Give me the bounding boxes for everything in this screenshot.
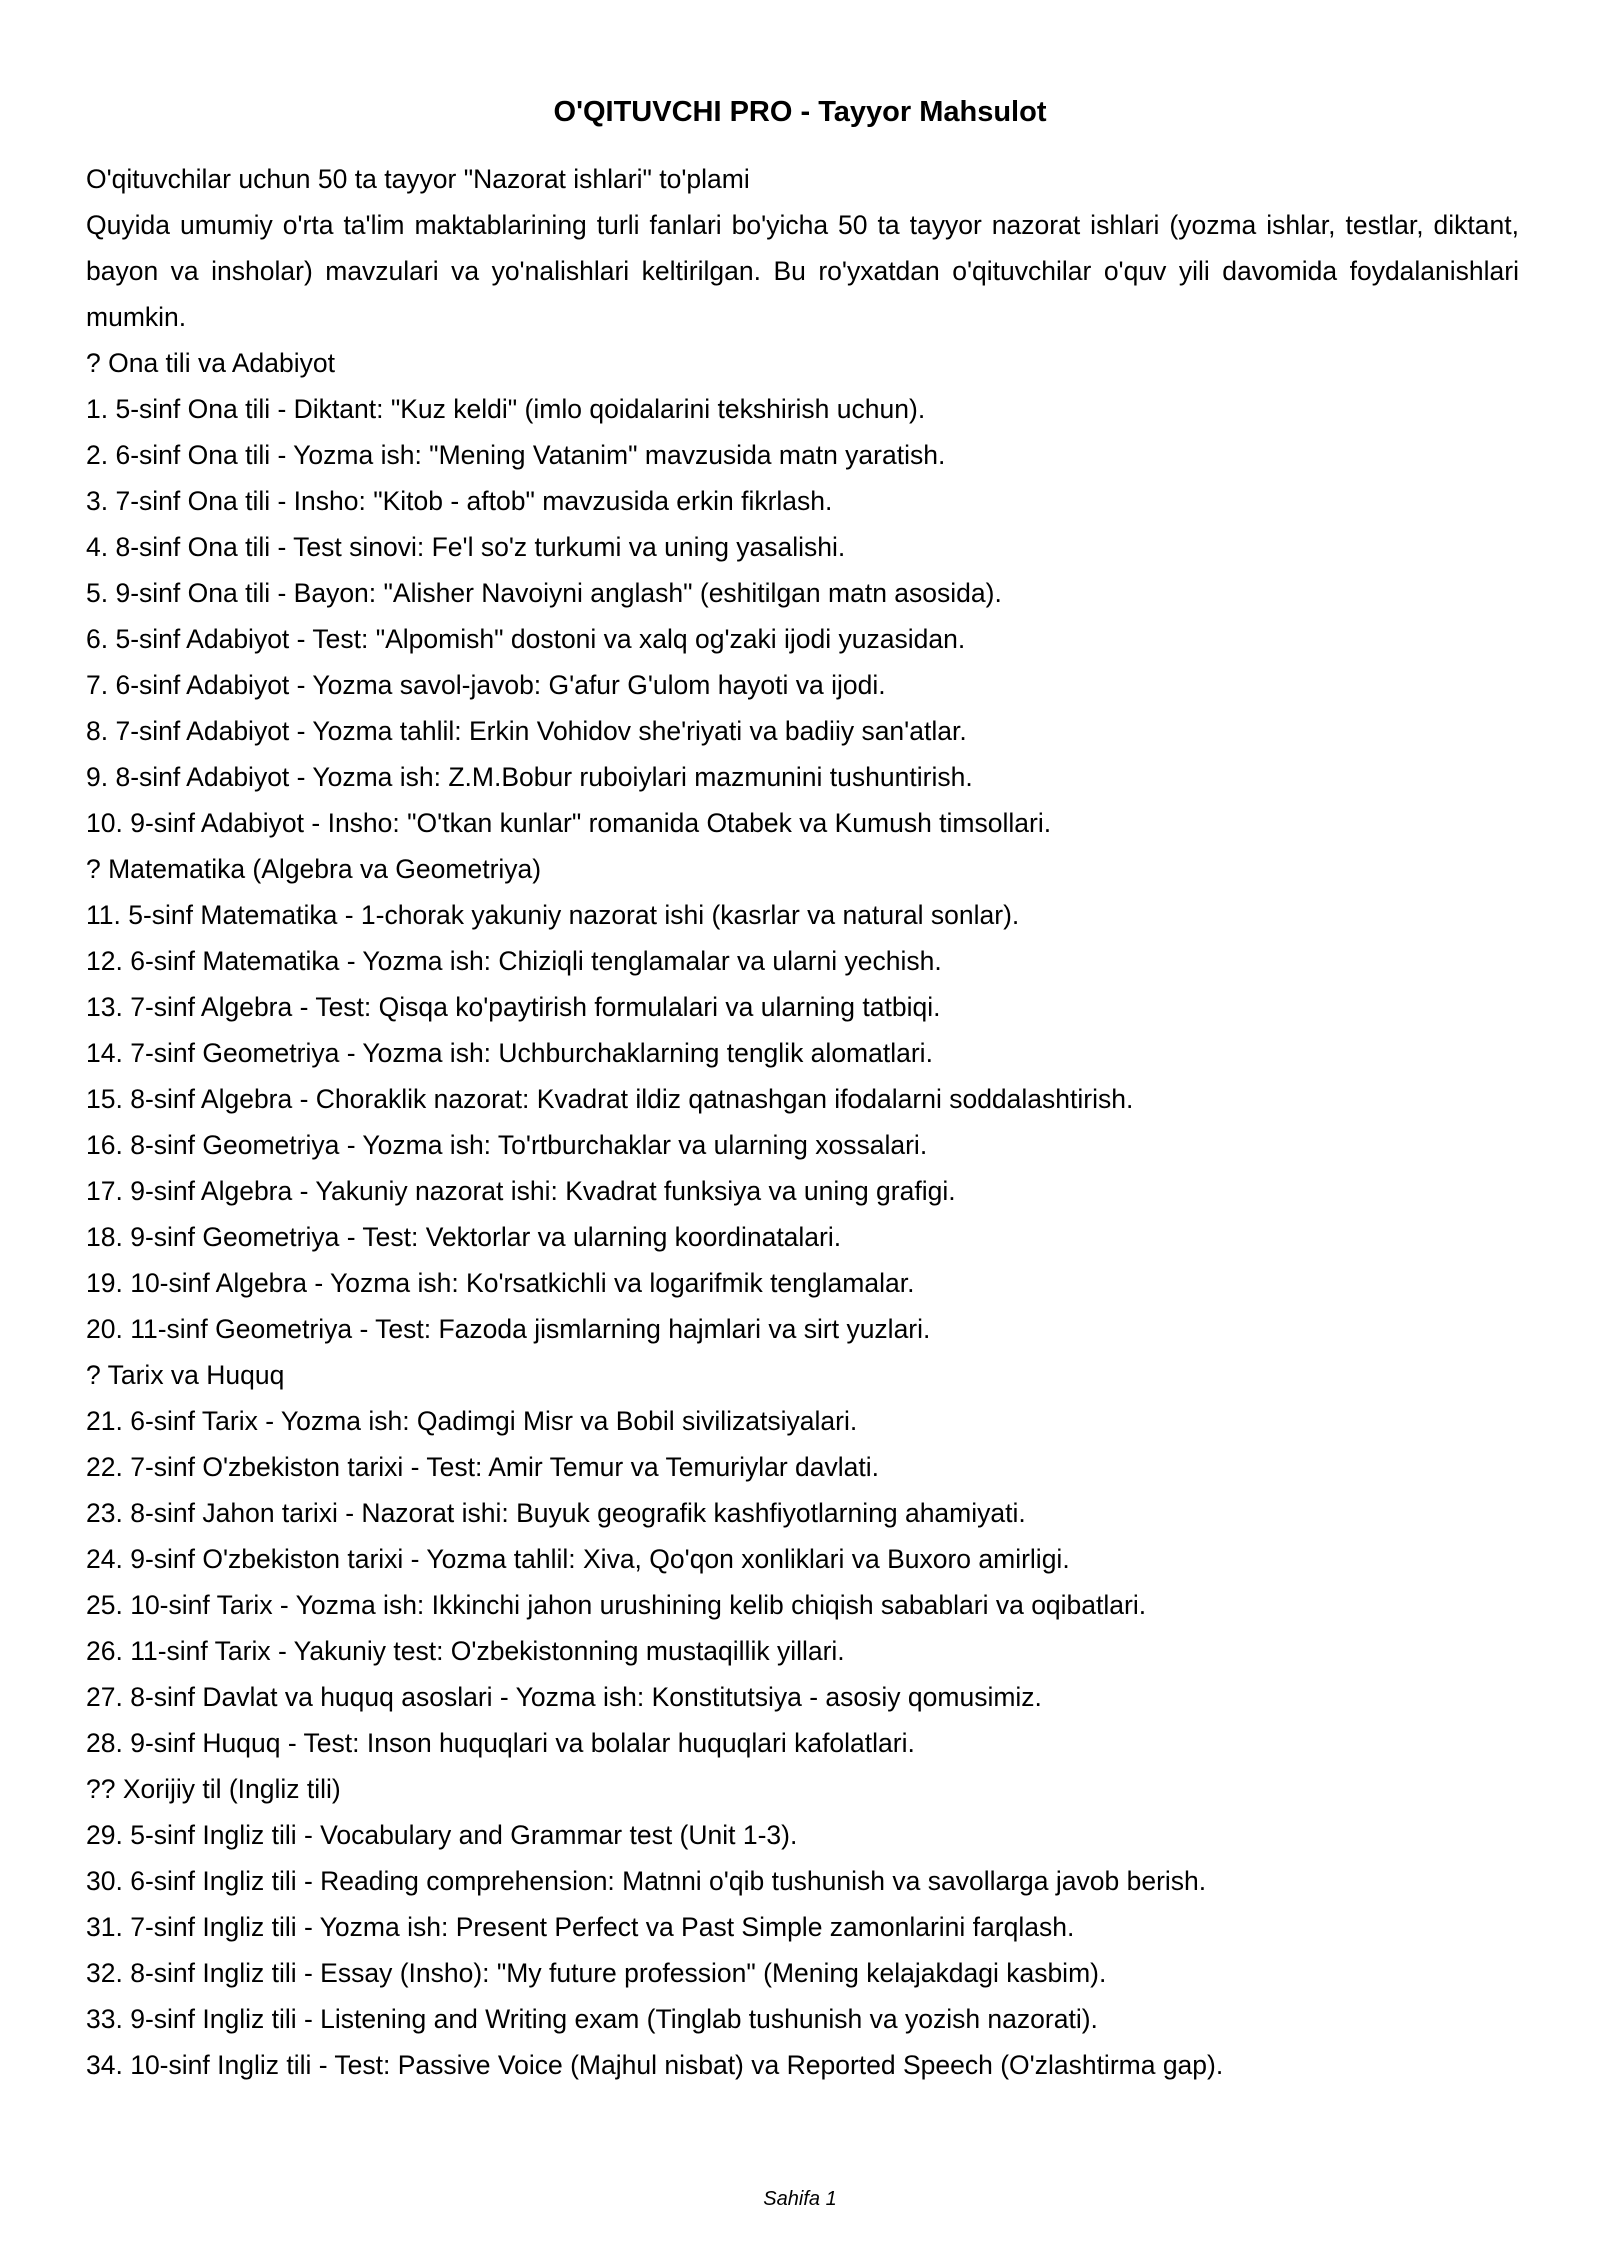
list-item: 29. 5-sinf Ingliz tili - Vocabulary and Grammar test (Unit 1-3). bbox=[86, 1820, 798, 1850]
list-item: 21. 6-sinf Tarix - Yozma ish: Qadimgi Misr va Bobil sivilizatsiyalari. bbox=[86, 1406, 858, 1436]
list-item: 11. 5-sinf Matematika - 1-chorak yakuniy nazorat ishi (kasrlar va natural sonlar). bbox=[86, 900, 1020, 930]
section-heading: ? Matematika (Algebra va Geometriya) bbox=[86, 854, 542, 884]
list-item: 20. 11-sinf Geometriya - Test: Fazoda jismlarning hajmlari va sirt yuzlari. bbox=[86, 1314, 931, 1344]
list-item: 5. 9-sinf Ona tili - Bayon: "Alisher Navoiyni anglash" (eshitilgan matn asosida). bbox=[86, 578, 1002, 608]
list-item: 2. 6-sinf Ona tili - Yozma ish: "Mening Vatanim" mavzusida matn yaratish. bbox=[86, 440, 946, 470]
list-item: 34. 10-sinf Ingliz tili - Test: Passive Voice (Majhul nisbat) va Reported Speech (O'zlashtirma gap). bbox=[86, 2050, 1224, 2080]
list-item: 13. 7-sinf Algebra - Test: Qisqa ko'paytirish formulalari va ularning tatbiqi. bbox=[86, 992, 941, 1022]
list-item: 1. 5-sinf Ona tili - Diktant: "Kuz keldi" (imlo qoidalarini tekshirish uchun). bbox=[86, 394, 926, 424]
list-item: 24. 9-sinf O'zbekiston tarixi - Yozma tahlil: Xiva, Qo'qon xonliklari va Buxoro amirligi. bbox=[86, 1544, 1070, 1574]
list-item: 10. 9-sinf Adabiyot - Insho: "O'tkan kunlar" romanida Otabek va Kumush timsollari. bbox=[86, 808, 1052, 838]
list-item: 3. 7-sinf Ona tili - Insho: "Kitob - aftob" mavzusida erkin fikrlash. bbox=[86, 486, 833, 516]
list-item: 19. 10-sinf Algebra - Yozma ish: Ko'rsatkichli va logarifmik tenglamalar. bbox=[86, 1268, 915, 1298]
list-item: 31. 7-sinf Ingliz tili - Yozma ish: Present Perfect va Past Simple zamonlarini farqlash. bbox=[86, 1912, 1075, 1942]
list-item: 4. 8-sinf Ona tili - Test sinovi: Fe'l so'z turkumi va uning yasalishi. bbox=[86, 532, 846, 562]
list-item: 28. 9-sinf Huquq - Test: Inson huquqlari va bolalar huquqlari kafolatlari. bbox=[86, 1728, 915, 1758]
page-number: Sahifa 1 bbox=[763, 2188, 837, 2210]
list-item: 6. 5-sinf Adabiyot - Test: "Alpomish" dostoni va xalq og'zaki ijodi yuzasidan. bbox=[86, 624, 966, 654]
list-item: 22. 7-sinf O'zbekiston tarixi - Test: Amir Temur va Temuriylar davlati. bbox=[86, 1452, 879, 1482]
list-item: 12. 6-sinf Matematika - Yozma ish: Chiziqli tenglamalar va ularni yechish. bbox=[86, 946, 942, 976]
list-item: 27. 8-sinf Davlat va huquq asoslari - Yozma ish: Konstitutsiya - asosiy qomusimiz. bbox=[86, 1682, 1042, 1712]
list-item: 18. 9-sinf Geometriya - Test: Vektorlar va ularning koordinatalari. bbox=[86, 1222, 842, 1252]
list-item: 14. 7-sinf Geometriya - Yozma ish: Uchburchaklarning tenglik alomatlari. bbox=[86, 1038, 933, 1068]
list-item: 17. 9-sinf Algebra - Yakuniy nazorat ishi: Kvadrat funksiya va uning grafigi. bbox=[86, 1176, 956, 1206]
document-body bbox=[86, 156, 1519, 2088]
list-item: 26. 11-sinf Tarix - Yakuniy test: O'zbekistonning mustaqillik yillari. bbox=[86, 1636, 845, 1666]
list-item: 25. 10-sinf Tarix - Yozma ish: Ikkinchi jahon urushining kelib chiqish sabablari va oqibatlari. bbox=[86, 1590, 1147, 1620]
list-item: 32. 8-sinf Ingliz tili - Essay (Insho): "My future profession" (Mening kelajakdagi kasbim). bbox=[86, 1958, 1107, 1988]
section-heading: ?? Xorijiy til (Ingliz tili) bbox=[86, 1774, 341, 1804]
document-title: O'QITUVCHI PRO - Tayyor Mahsulot bbox=[553, 96, 1047, 128]
list-item: 30. 6-sinf Ingliz tili - Reading comprehension: Matnni o'qib tushunish va savollarga javob berish. bbox=[86, 1866, 1207, 1896]
section-heading: ? Tarix va Huquq bbox=[86, 1360, 285, 1390]
intro-paragraph: Quyida umumiy o'rta ta'lim maktablarining turli fanlari bo'yicha 50 ta tayyor nazorat ishlari (yozma ishlar, testlar, diktant, bayon va insholar) mavzulari va yo'nalishlari keltirilgan. Bu ro'yxatdan o'qituvchilar o'quv yili davomida foydalanishlari mumkin. bbox=[86, 210, 1519, 332]
list-item: 33. 9-sinf Ingliz tili - Listening and Writing exam (Tinglab tushunish va yozish nazorati). bbox=[86, 2004, 1098, 2034]
document-subtitle: O'qituvchilar uchun 50 ta tayyor "Nazorat ishlari" to'plami bbox=[86, 164, 750, 194]
list-item: 23. 8-sinf Jahon tarixi - Nazorat ishi: Buyuk geografik kashfiyotlarning ahamiyati. bbox=[86, 1498, 1026, 1528]
list-item: 15. 8-sinf Algebra - Choraklik nazorat: Kvadrat ildiz qatnashgan ifodalarni soddalashtirish. bbox=[86, 1084, 1134, 1114]
list-item: 16. 8-sinf Geometriya - Yozma ish: To'rtburchaklar va ularning xossalari. bbox=[86, 1130, 928, 1160]
list-item: 8. 7-sinf Adabiyot - Yozma tahlil: Erkin Vohidov she'riyati va badiiy san'atlar. bbox=[86, 716, 967, 746]
list-item: 9. 8-sinf Adabiyot - Yozma ish: Z.M.Bobur ruboiylari mazmunini tushuntirish. bbox=[86, 762, 973, 792]
list-item: 7. 6-sinf Adabiyot - Yozma savol-javob: G'afur G'ulom hayoti va ijodi. bbox=[86, 670, 886, 700]
section-heading: ? Ona tili va Adabiyot bbox=[86, 348, 335, 378]
